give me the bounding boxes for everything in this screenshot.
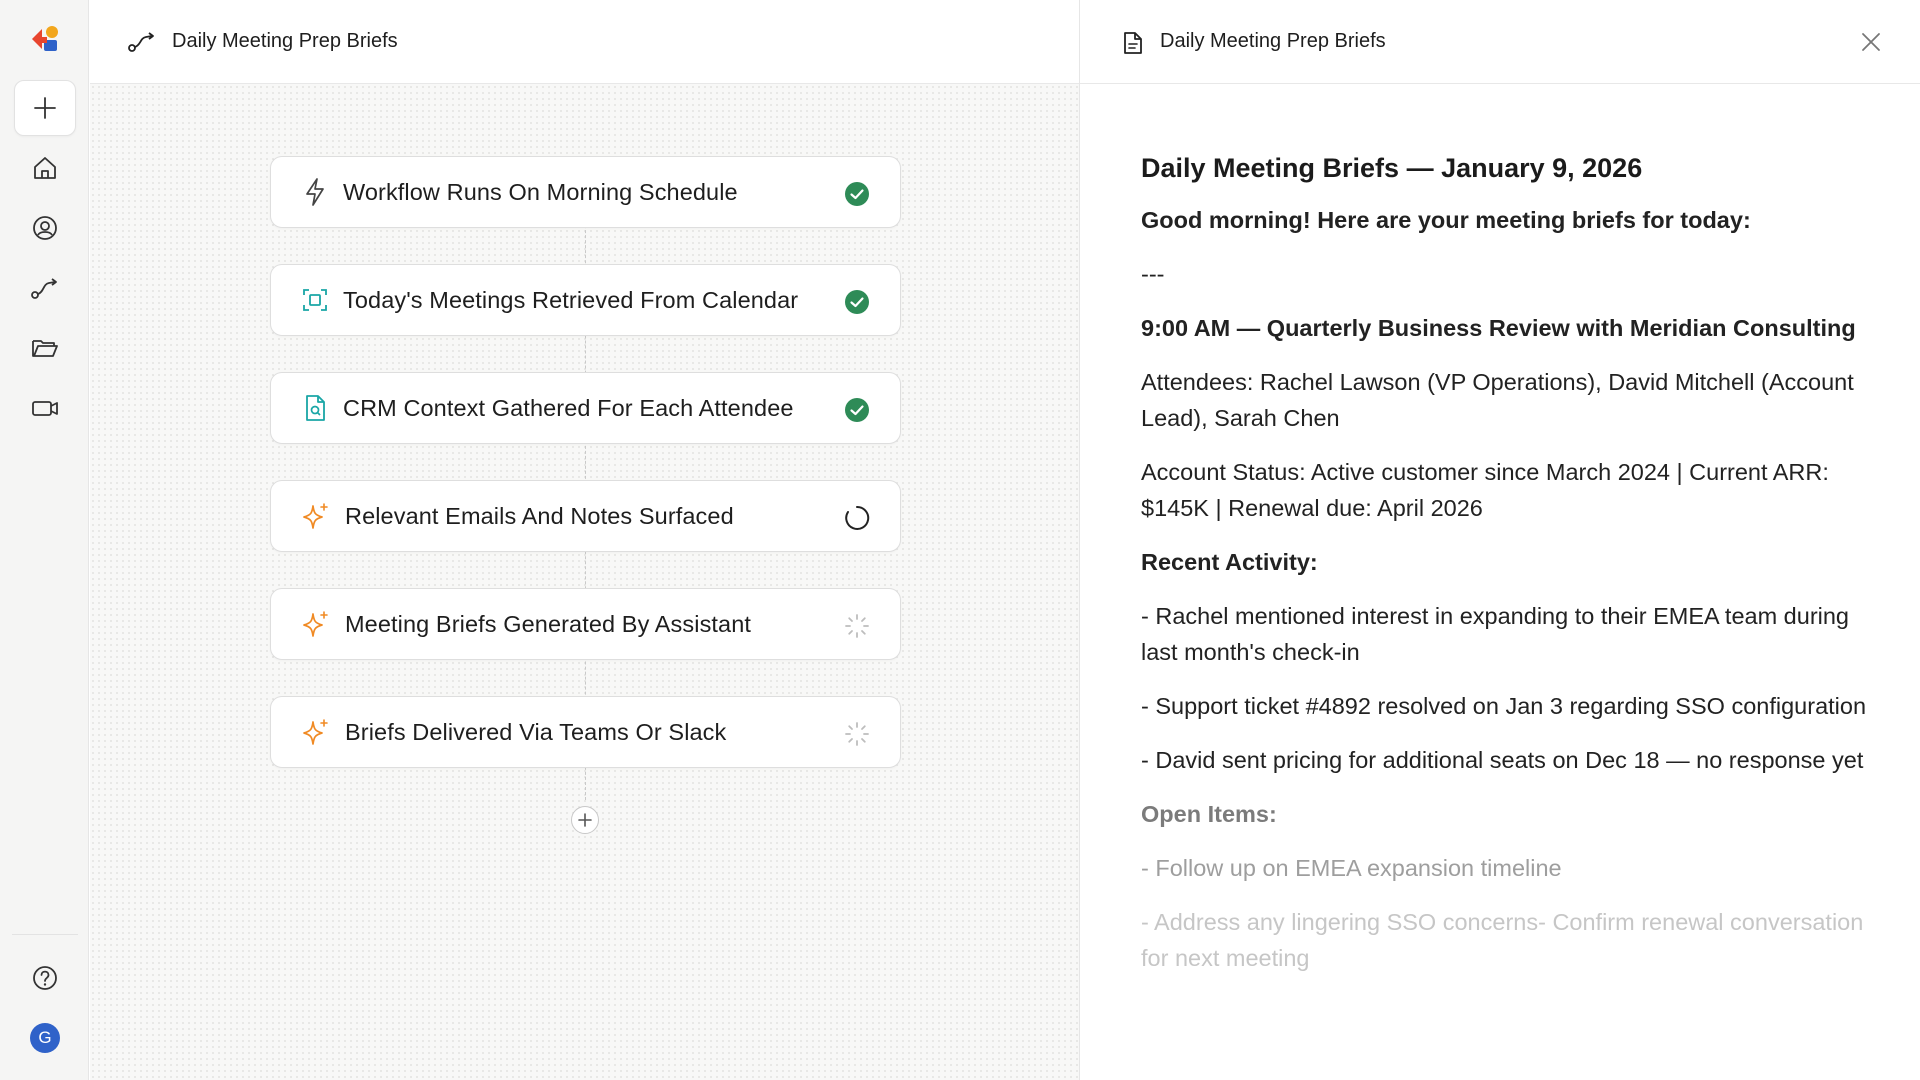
- brief-greeting: Good morning! Here are your meeting briefs for today:: [1141, 207, 1751, 233]
- help-circle-icon: [31, 964, 59, 992]
- workflow-step[interactable]: [270, 156, 901, 228]
- pending-spinner-icon: [844, 613, 870, 639]
- plus-icon: [32, 95, 58, 121]
- add-step-button[interactable]: [571, 806, 599, 834]
- check-circle-icon: [844, 289, 870, 315]
- video-camera-icon: [30, 394, 60, 422]
- workflow-step[interactable]: [270, 480, 901, 552]
- workflow-canvas: [90, 0, 1079, 1080]
- loading-ring-icon: [844, 505, 870, 531]
- step-label: Today's Meetings Retrieved From Calendar: [343, 286, 799, 313]
- workflow-icon: [126, 28, 158, 56]
- workflow-step[interactable]: [270, 588, 901, 660]
- pending-spinner-icon: [844, 721, 870, 747]
- activity-item: - Support ticket #4892 resolved on Jan 3 regarding SSO configuration: [1141, 693, 1867, 719]
- panel-header: [1080, 0, 1920, 84]
- sidebar-item-home[interactable]: [14, 140, 76, 196]
- new-button[interactable]: [14, 80, 76, 136]
- account-status: Account Status: Active customer since March 2024 | Current ARR: $145K | Renewal due: April 2026: [1141, 459, 1829, 521]
- rail-divider: [12, 934, 78, 935]
- step-label: Briefs Delivered Via Teams Or Slack: [345, 718, 727, 745]
- brief-separator: ---: [1141, 261, 1165, 287]
- sidebar-item-files[interactable]: [14, 320, 76, 376]
- help-button[interactable]: [14, 950, 76, 1006]
- meeting-attendees: Attendees: Rachel Lawson (VP Operations), David Mitchell (Account Lead), Sarah Chen: [1141, 369, 1854, 431]
- avatar[interactable]: G: [30, 1023, 60, 1053]
- workflow-icon: [30, 274, 60, 302]
- workflow-step[interactable]: [270, 696, 901, 768]
- sparkle-icon: [301, 501, 331, 531]
- brief-document: [1141, 148, 1881, 994]
- sparkle-icon: [301, 609, 331, 639]
- open-item: - Address any lingering SSO concerns- Confirm renewal conversation for next meeting: [1141, 909, 1864, 971]
- user-circle-icon: [31, 214, 59, 242]
- workflow-step[interactable]: [270, 372, 901, 444]
- check-circle-icon: [844, 181, 870, 207]
- folder-open-icon: [30, 334, 60, 362]
- lightning-icon: [301, 177, 329, 207]
- app-logo: [30, 24, 60, 54]
- home-icon: [31, 154, 59, 182]
- sidebar-item-contacts[interactable]: [14, 200, 76, 256]
- calendar-scan-icon: [301, 286, 329, 314]
- workflow-step[interactable]: [270, 264, 901, 336]
- sidebar-item-meetings[interactable]: [14, 380, 76, 436]
- open-items-heading: Open Items:: [1141, 801, 1277, 827]
- sparkle-icon: [301, 717, 331, 747]
- activity-item: - Rachel mentioned interest in expanding to their EMEA team during last month's check-in: [1141, 603, 1850, 665]
- open-item: - Follow up on EMEA expansion timeline: [1141, 855, 1562, 881]
- step-label: Meeting Briefs Generated By Assistant: [345, 610, 752, 637]
- sidebar-item-workflows[interactable]: [14, 260, 76, 316]
- panel-title: Daily Meeting Prep Briefs: [1160, 30, 1386, 52]
- workflow-title: Daily Meeting Prep Briefs: [172, 30, 398, 52]
- brief-heading: Daily Meeting Briefs — January 9, 2026: [1141, 153, 1643, 183]
- document-icon: [1120, 28, 1146, 56]
- left-rail: [0, 0, 89, 1080]
- workflow-header: [90, 0, 1079, 84]
- close-icon[interactable]: [1859, 30, 1883, 54]
- recent-activity-heading: Recent Activity:: [1141, 549, 1318, 575]
- output-panel: [1079, 0, 1920, 1080]
- activity-item: - David sent pricing for additional seats on Dec 18 — no response yet: [1141, 747, 1864, 773]
- step-label: Relevant Emails And Notes Surfaced: [345, 502, 734, 529]
- check-circle-icon: [844, 397, 870, 423]
- step-label: Workflow Runs On Morning Schedule: [343, 178, 738, 205]
- document-search-icon: [301, 393, 329, 423]
- step-label: CRM Context Gathered For Each Attendee: [343, 394, 794, 421]
- meeting-title: 9:00 AM — Quarterly Business Review with Meridian Consulting: [1141, 315, 1856, 341]
- plus-icon: [577, 812, 593, 828]
